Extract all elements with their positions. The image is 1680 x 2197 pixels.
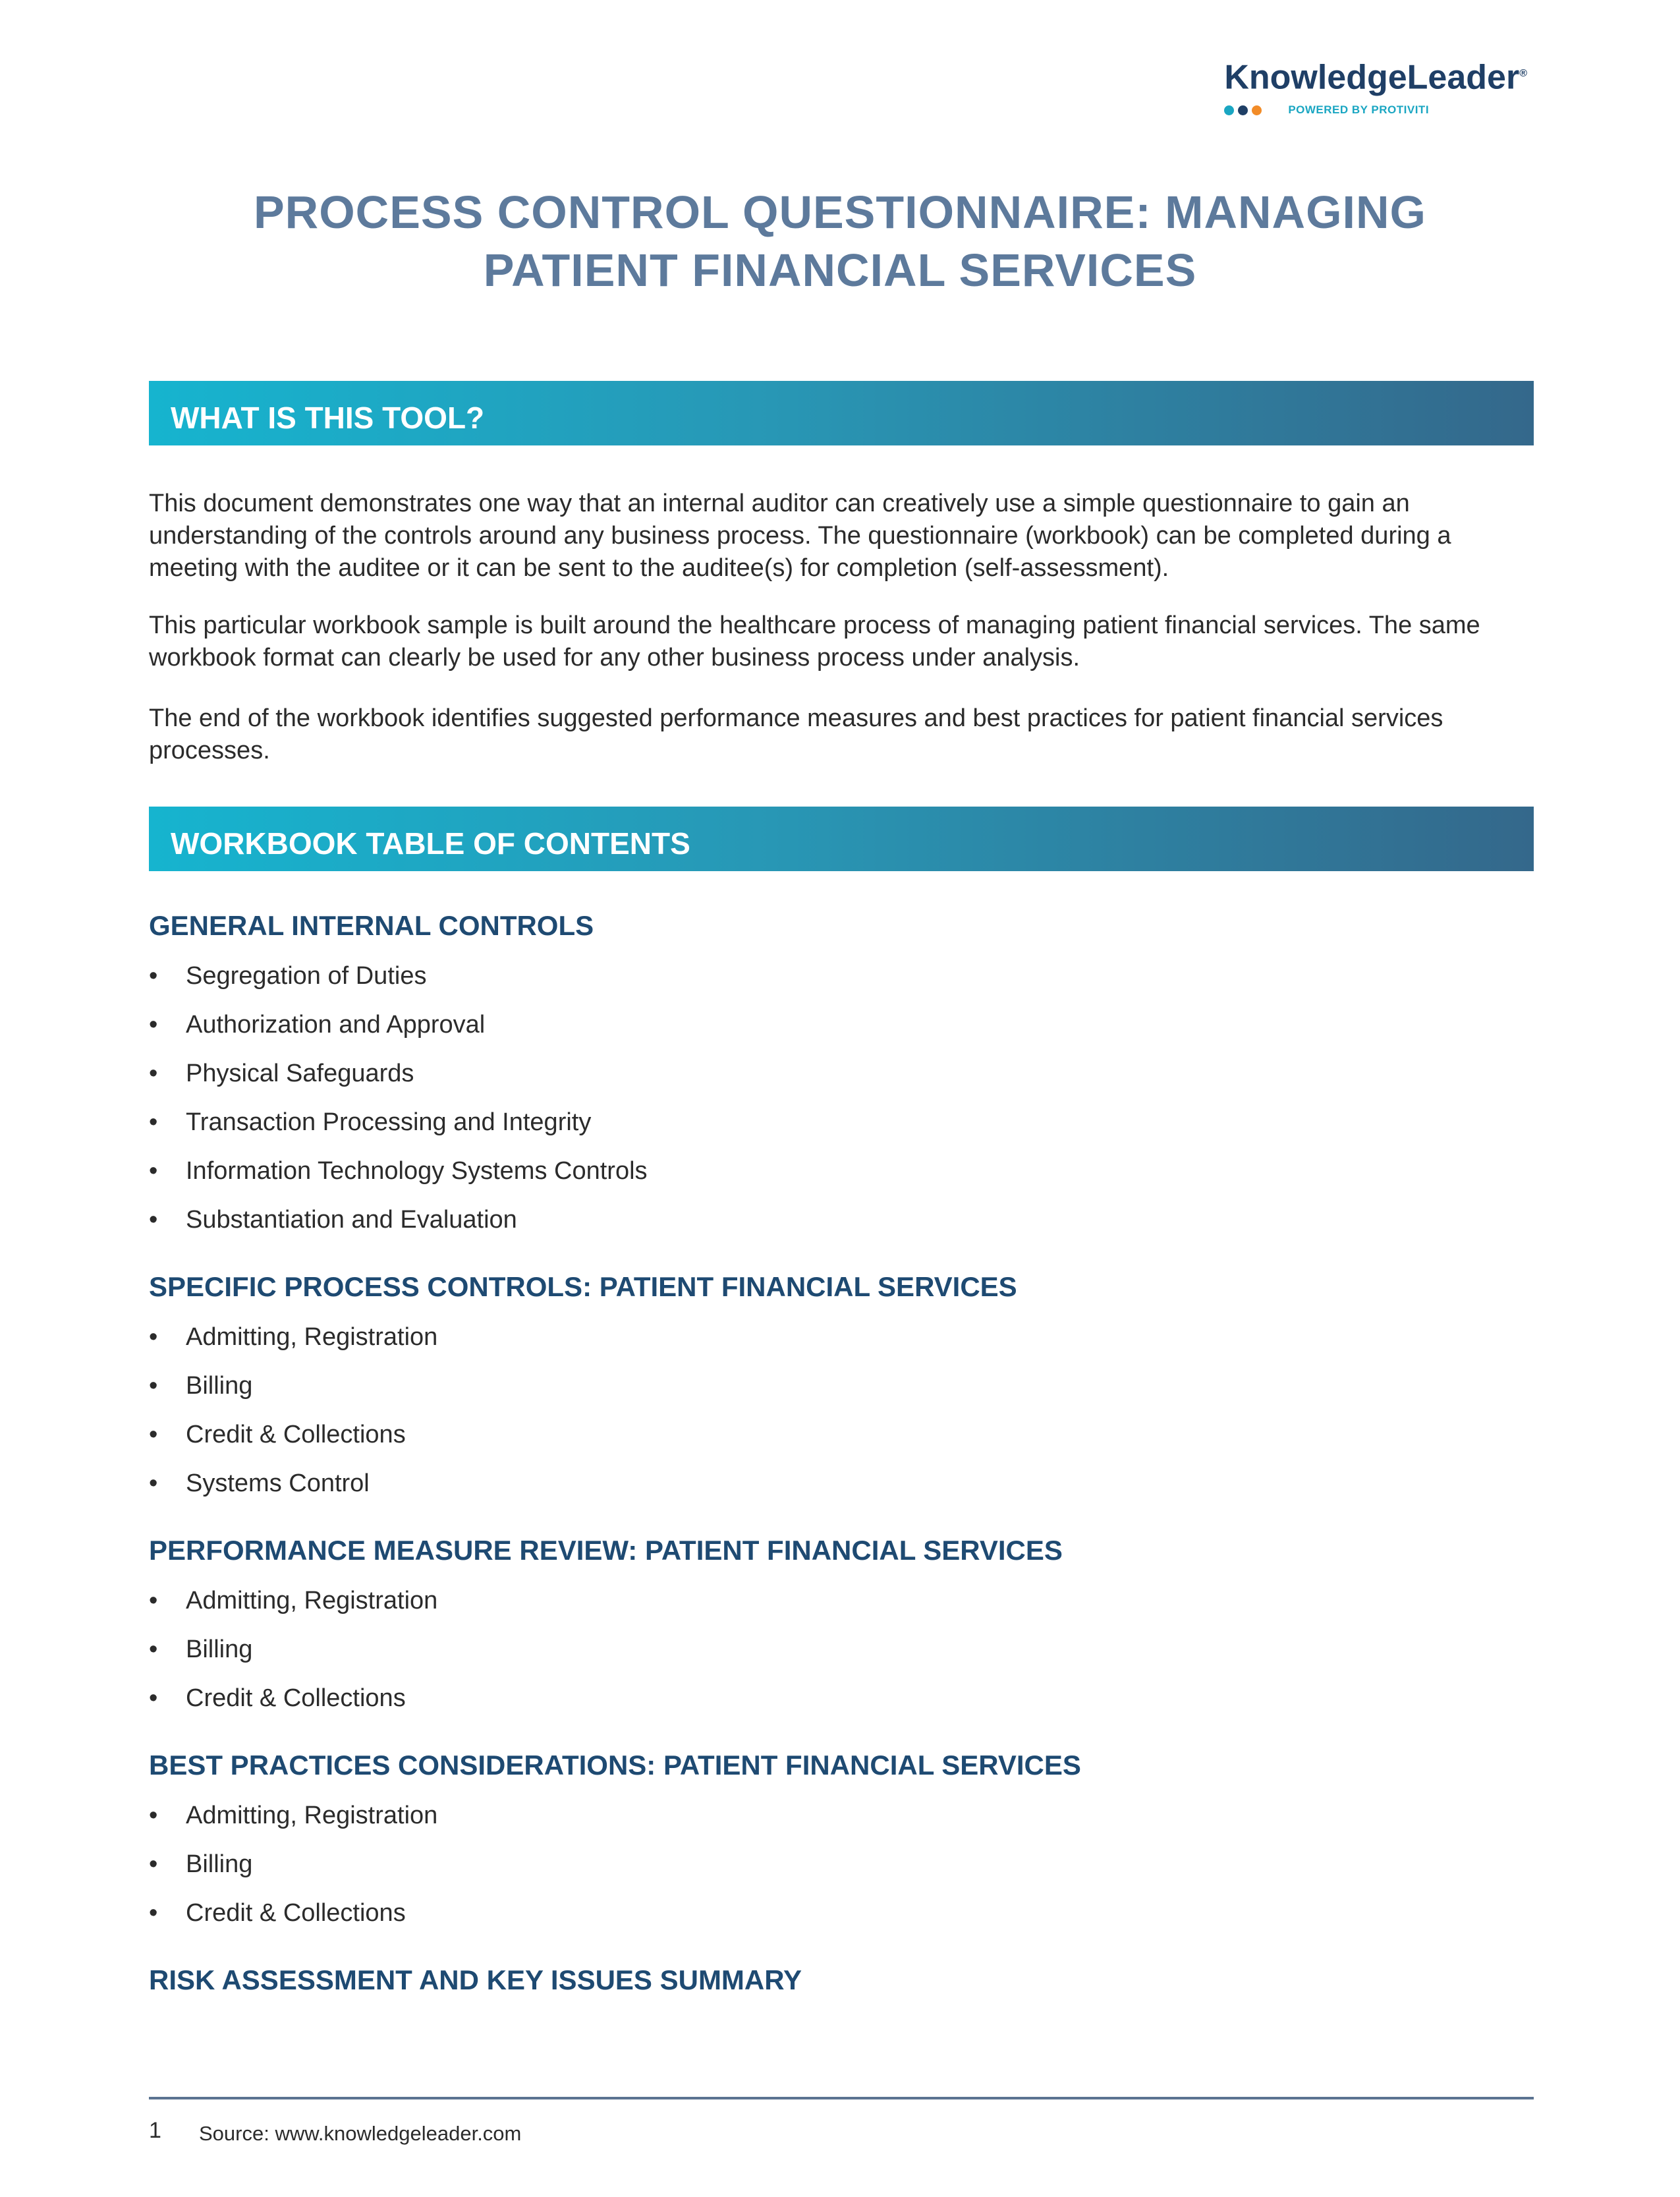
toc-item: • Credit & Collections <box>149 1410 1532 1459</box>
toc-item: • Segregation of Duties <box>149 952 1532 1000</box>
toc-item: • Physical Safeguards <box>149 1049 1532 1098</box>
intro-paragraph-3: The end of the workbook identifies suggested performance measures and best practices for patient financial services processes. <box>149 704 1443 764</box>
band-heading: WHAT IS THIS TOOL? <box>171 401 485 435</box>
bullet-icon: • <box>149 1587 158 1614</box>
intro-paragraph-1: This document demonstrates one way that an internal auditor can creatively use a simple questionnaire to gain an understanding of the controls around any business process. The questionnaire (workbook) can be completed during a meeting with the auditee or it can be sent to the auditee(s) for completion (self-assessment). <box>149 490 1451 582</box>
toc-item: • Authorization and Approval <box>149 1000 1532 1049</box>
toc-section-heading: RISK ASSESSMENT AND KEY ISSUES SUMMARY <box>149 1964 802 1995</box>
toc-item: • Billing <box>149 1361 1532 1410</box>
bullet-icon: • <box>149 1850 158 1878</box>
bullet-icon: • <box>149 1636 158 1663</box>
toc-item: • Billing <box>149 1625 1532 1674</box>
section-band-table-of-contents <box>149 807 1534 871</box>
bullet-icon: • <box>149 1372 158 1400</box>
toc-item: • Systems Control <box>149 1459 1532 1508</box>
footer-divider <box>149 2097 1534 2099</box>
toc-item: • Credit & Collections <box>149 1889 1532 1937</box>
toc-item: • Transaction Processing and Integrity <box>149 1098 1532 1147</box>
registered-mark: ® <box>1519 68 1527 79</box>
bullet-icon: • <box>149 1206 158 1234</box>
toc-item-list <box>149 1313 1532 1508</box>
toc-item: • Credit & Collections <box>149 1674 1532 1723</box>
bullet-icon: • <box>149 1108 158 1136</box>
toc-section-heading: SPECIFIC PROCESS CONTROLS: PATIENT FINANCIAL SERVICES <box>149 1271 1017 1302</box>
logo-dots-icon <box>1224 105 1262 115</box>
logo-dot <box>1224 105 1234 115</box>
toc-section-heading: PERFORMANCE MEASURE REVIEW: PATIENT FINANCIAL SERVICES <box>149 1535 1063 1566</box>
bullet-icon: • <box>149 1157 158 1185</box>
toc-item: • Substantiation and Evaluation <box>149 1195 1532 1244</box>
toc-item-list <box>149 1576 1532 1723</box>
bullet-icon: • <box>149 1060 158 1087</box>
intro-paragraph-2: This particular workbook sample is built around the healthcare process of managing patient financial services. The same workbook format can clearly be used for any other business process under analysis. <box>149 612 1480 671</box>
toc-section <box>149 909 1532 1244</box>
section-band-what-is-this-tool <box>149 381 1534 445</box>
toc-section <box>149 1749 1532 1937</box>
bullet-icon: • <box>149 1011 158 1039</box>
toc-item: • Billing <box>149 1840 1532 1889</box>
logo-wordmark: KnowledgeLeader <box>1224 58 1520 97</box>
bullet-icon: • <box>149 1684 158 1712</box>
logo-tagline: POWERED BY PROTIVITI <box>1288 103 1430 117</box>
bullet-icon: • <box>149 1469 158 1497</box>
bullet-icon: • <box>149 962 158 990</box>
title-line-1: PROCESS CONTROL QUESTIONNAIRE: MANAGING <box>253 186 1426 238</box>
toc-section-heading: BEST PRACTICES CONSIDERATIONS: PATIENT FINANCIAL SERVICES <box>149 1750 1081 1781</box>
band-heading: WORKBOOK TABLE OF CONTENTS <box>171 826 690 861</box>
toc-section <box>149 1964 1532 1997</box>
toc-item: • Information Technology Systems Controls <box>149 1147 1532 1195</box>
toc-item: • Admitting, Registration <box>149 1791 1532 1840</box>
page-number: 1 <box>149 2118 161 2143</box>
bullet-icon: • <box>149 1899 158 1927</box>
footer-source: Source: www.knowledgeleader.com <box>199 2122 522 2145</box>
toc-item: • Admitting, Registration <box>149 1313 1532 1361</box>
toc-item-list <box>149 1791 1532 1937</box>
toc-item: • Admitting, Registration <box>149 1576 1532 1625</box>
bullet-icon: • <box>149 1802 158 1829</box>
bullet-icon: • <box>149 1421 158 1448</box>
toc-section <box>149 1270 1532 1508</box>
logo-dot <box>1238 105 1248 115</box>
logo-dot <box>1252 105 1262 115</box>
document-title <box>0 183 1680 299</box>
title-line-2: PATIENT FINANCIAL SERVICES <box>483 244 1197 296</box>
toc-item-list <box>149 952 1532 1244</box>
toc-section-heading: GENERAL INTERNAL CONTROLS <box>149 910 594 941</box>
knowledgeleader-logo <box>1224 54 1527 117</box>
toc-section <box>149 1534 1532 1723</box>
table-of-contents <box>149 909 1532 2006</box>
bullet-icon: • <box>149 1323 158 1351</box>
